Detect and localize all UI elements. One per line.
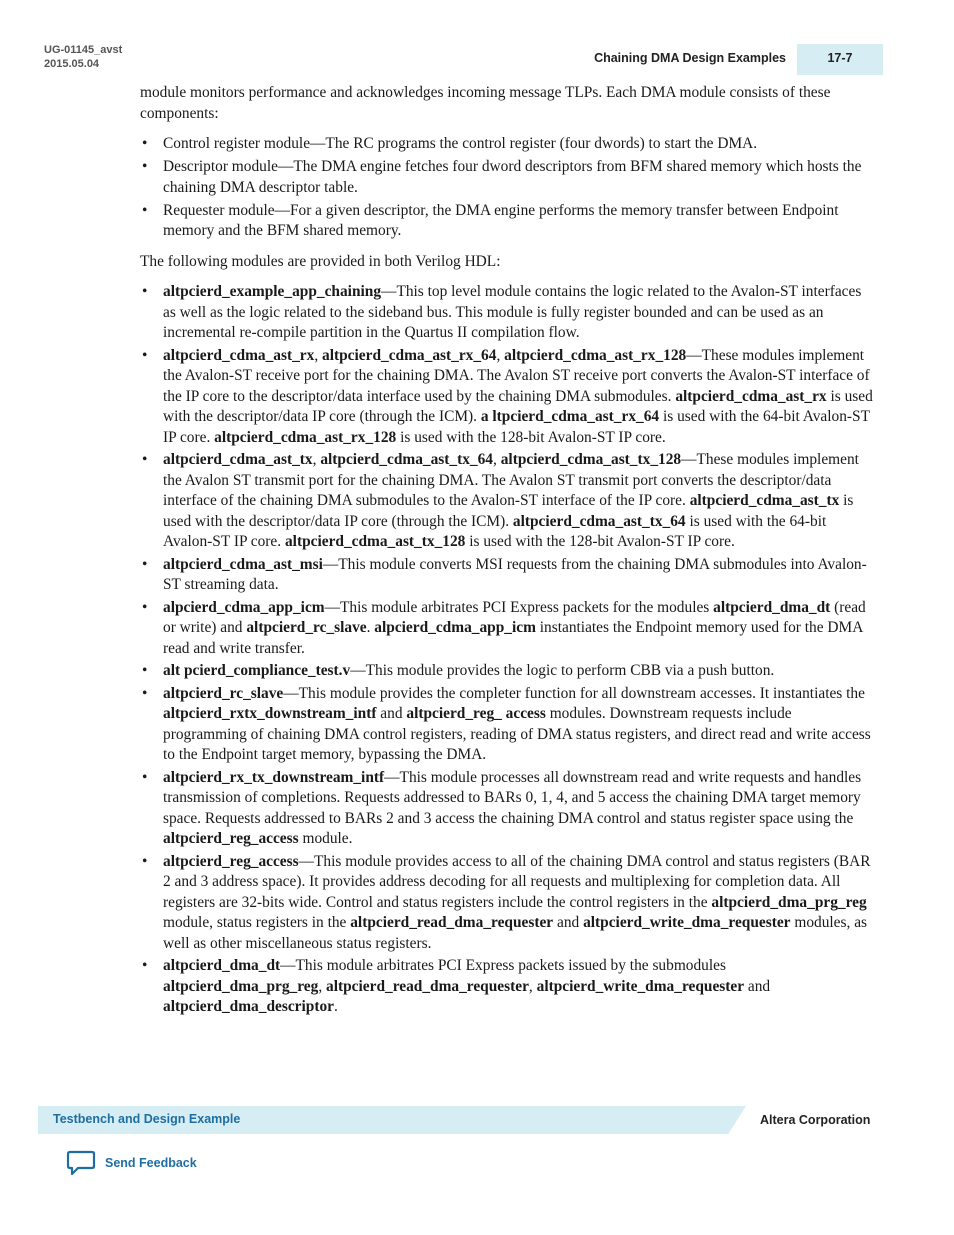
bullet-icon: • [142,346,148,364]
footer-chapter-link[interactable]: Testbench and Design Example [53,1112,241,1126]
module-name: altpcierd_reg_access [163,830,299,847]
module-name: altpcierd_reg_access [163,852,299,870]
module-item [140,684,873,766]
module-name: alpcierd_cdma_app_icm [374,619,536,636]
bullet-icon: • [142,555,148,573]
module-description: , [496,346,505,364]
module-description: —This module arbitrates PCI Express packets for the modules [324,598,714,616]
module-name: altpcierd_cdma_ast_tx_128 [284,533,466,550]
module-description: —This module processes all downstream read and write requests and handles transmission of completions. Requests addressed to BARs 0, 1, 4, and 5 access the chaining DMA target memory space. Requests addressed to BARs 2 and 3 access the chaining DMA control and status register space using the [163,768,862,827]
list-item-text: Descriptor module—The DMA engine fetches four dword descriptors from BFM shared memory which hosts the chaining DMA descriptor table. [163,158,862,196]
document-id [44,43,122,71]
module-list [140,282,873,1018]
module-description: . [333,998,338,1015]
module-description: —This top level module contains the logic related to the Avalon-ST interfaces as well as the logic related to the sideband bus. This module is fully register bounded and can be used as an incremental re-compile partition in the Quartus II compilation flow. [163,283,862,341]
module-description: module, status registers in the [163,914,351,931]
module-description: . [366,619,375,636]
send-feedback-link[interactable] [66,1150,197,1176]
module-name: altpcierd_rc_slave [246,619,367,636]
module-description: —This module provides access to all of the chaining DMA control and status registers (BAR 2 and 3 address space). It provides address decoding for all requests and multiplexing for completion data. All registers are 32-bits wide. Control and status registers include the control registers in the [163,852,871,911]
module-description: modules, as well as other miscellaneous status registers. [163,914,868,952]
module-item [140,661,873,682]
module-description: module. [298,830,353,847]
bullet-icon: • [142,135,148,152]
module-description: is used with the 64-bit Avalon-ST IP core. [163,408,870,446]
module-description: —These modules implement the Avalon-ST receive port for the chaining DMA. The Avalon ST receive port converts the Avalon-ST interface of the IP core to the descriptor/data interface used by the chaining DMA submodules. [163,346,870,405]
module-name: altpcierd_cdma_ast_tx_128 [500,451,682,468]
module-name: altpcierd_read_dma_requester [350,914,554,931]
section-title: Chaining DMA Design Examples [594,51,786,65]
module-description: —These modules implement the Avalon ST transmit port for the chaining DMA. The Avalon ST transmit port converts the descriptor/data interface of the chaining DMA submodules to the Avalon-ST interface of the IP core. [163,451,859,509]
bullet-icon: • [142,684,148,702]
main-content [140,83,873,1028]
module-name: a ltpcierd_cdma_ast_rx_64 [480,408,660,425]
module-name: alpcierd_cdma_app_icm [163,598,325,616]
module-name: altpcierd_dma_prg_reg [711,893,867,911]
module-description: and [376,705,407,722]
module-description: is used with the 128-bit Avalon-ST IP core. [465,533,735,550]
list-item-text: Control register module—The RC programs the control register (four dwords) to start the DMA. [163,135,758,152]
module-description: , [312,451,321,468]
module-description: —This module provides the completer function for all downstream accesses. It instantiates the [283,684,865,702]
module-name: altpcierd_write_dma_requester [536,977,745,995]
module-description: , [314,346,323,364]
module-item [140,768,873,850]
module-name: altpcierd_cdma_ast_tx [689,492,840,509]
module-description: (read or write) and [163,598,866,636]
page-number: 17-7 [797,44,883,75]
module-item [140,956,873,1018]
module-name: altpcierd_cdma_ast_rx_128 [214,428,397,446]
module-description: and [553,914,584,931]
modules-intro-paragraph: The following modules are provided in both Verilog HDL: [140,252,501,270]
doc-number: UG-01145_avst [44,44,123,56]
component-list [140,134,873,242]
module-description: instantiates the Endpoint memory used for the DMA read and write transfer. [163,619,863,657]
module-name: altpcierd_dma_dt [713,598,831,616]
bullet-icon: • [142,852,148,870]
module-description: —This module arbitrates PCI Express packets issued by the submodules [280,957,726,974]
module-description: is used with the 64-bit Avalon-ST IP core. [163,512,827,550]
module-name: altpcierd_cdma_ast_rx [163,346,315,364]
bullet-icon: • [142,768,148,786]
bullet-icon: • [142,598,148,616]
module-name: altpcierd_dma_descriptor [163,998,334,1015]
module-description: and [744,977,771,995]
speech-bubble-icon [66,1150,96,1176]
module-name: altpcierd_cdma_ast_rx [675,387,827,405]
module-name: altpcierd_write_dma_requester [583,914,791,931]
module-item [140,346,873,449]
module-name: altpcierd_rx_tx_downstream_intf [163,768,385,786]
list-item [140,134,873,155]
module-name: altpcierd_cdma_ast_tx_64 [320,451,494,468]
list-item [140,157,873,198]
module-description: modules. Downstream requests include programming of chaining DMA control registers, reading of DMA status registers, and direct read and write access to the Endpoint target memory, bypassing the DMA. [163,705,871,763]
module-name: altpcierd_cdma_ast_tx_64 [512,512,686,530]
module-name: altpcierd_cdma_ast_tx [163,451,313,468]
module-name: altpcierd_reg_ access [406,705,546,722]
module-description: —This module converts MSI requests from the chaining DMA submodules into Avalon-ST streaming data. [163,555,867,593]
intro-paragraph: module monitors performance and acknowledges incoming message TLPs. Each DMA module consists of these components: [140,84,831,122]
doc-date: 2015.05.04 [44,58,100,70]
list-item [140,201,873,242]
module-item [140,555,873,596]
module-item [140,282,873,344]
module-description: is used with the descriptor/data IP core (through the ICM). [163,387,873,425]
module-description: , [493,451,501,468]
module-name: altpcierd_dma_prg_reg [163,977,319,995]
bullet-icon: • [142,662,148,679]
footer-company: Altera Corporation [760,1113,871,1127]
module-name: altpcierd_rxtx_downstream_intf [163,705,377,722]
module-description: —This module provides the logic to perform CBB via a push button. [350,662,775,679]
module-item [140,598,873,660]
bullet-icon: • [142,201,148,219]
module-name: altpcierd_rc_slave [163,684,284,702]
module-name: alt pcierd_compliance_test.v [163,662,351,679]
bullet-icon: • [142,283,148,300]
bullet-icon: • [142,957,148,974]
module-description: , [318,977,327,995]
module-item [140,852,873,955]
module-item [140,450,873,553]
module-description: is used with the 128-bit Avalon-ST IP core. [396,428,666,446]
module-name: altpcierd_cdma_ast_rx_64 [322,346,497,364]
bullet-icon: • [142,158,148,175]
module-name: altpcierd_example_app_chaining [163,283,382,300]
list-item-text: Requester module—For a given descriptor, the DMA engine performs the memory transfer between Endpoint memory and the BFM shared memory. [163,201,839,239]
module-name: altpcierd_cdma_ast_rx_128 [504,346,687,364]
module-description: , [528,977,537,995]
module-name: altpcierd_read_dma_requester [326,977,529,995]
module-description: is used with the descriptor/data IP core (through the ICM). [163,492,854,530]
bullet-icon: • [142,451,148,468]
send-feedback-label: Send Feedback [105,1156,197,1170]
module-name: altpcierd_cdma_ast_msi [163,555,323,573]
module-name: altpcierd_dma_dt [163,957,281,974]
